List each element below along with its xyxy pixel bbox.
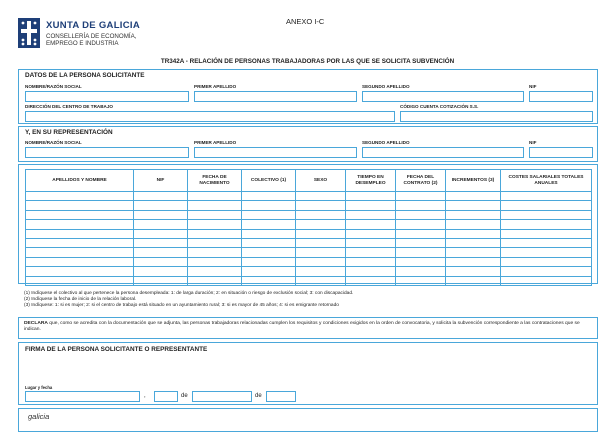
signature-section-title: FIRMA DE LA PERSONA SOLICITANTE O REPRESENTANTE: [25, 346, 208, 353]
footnote-3: (3) Indíquese: 1: si es mujer; 2: si el centro de trabajo está situado en un ayuntamiento rural; 3: si es mayor de 45 años; 4: si es emigrante retornado: [24, 303, 339, 309]
table-cell-input[interactable]: [501, 201, 592, 210]
table-cell-input[interactable]: [296, 248, 346, 257]
applicant-second-surname-label: SEGUNDO APELLIDO: [362, 84, 410, 89]
table-cell-input[interactable]: [134, 210, 188, 219]
table-cell-input[interactable]: [296, 220, 346, 229]
table-cell-input[interactable]: [26, 210, 134, 219]
table-cell-input[interactable]: [26, 267, 134, 276]
representative-section-title: Y, EN SU REPRESENTACIÓN: [25, 129, 113, 136]
table-cell-input[interactable]: [188, 201, 242, 210]
table-cell-input[interactable]: [242, 248, 296, 257]
table-cell-input[interactable]: [346, 201, 396, 210]
table-cell-input[interactable]: [134, 257, 188, 266]
table-cell-input[interactable]: [296, 210, 346, 219]
table-cell-input[interactable]: [346, 257, 396, 266]
table-cell-input[interactable]: [134, 248, 188, 257]
table-cell-input[interactable]: [446, 201, 501, 210]
table-cell-input[interactable]: [396, 192, 446, 201]
applicant-nif-field[interactable]: [529, 91, 593, 102]
applicant-name-field[interactable]: [25, 91, 189, 102]
footer-box: [18, 408, 598, 432]
table-cell-input[interactable]: [188, 210, 242, 219]
table-cell-input[interactable]: [446, 229, 501, 238]
table-cell-input[interactable]: [188, 192, 242, 201]
day-field[interactable]: [154, 391, 178, 402]
column-header: COSTES SALARIALES TOTALES ANUALES: [501, 170, 592, 192]
table-cell-input[interactable]: [396, 238, 446, 247]
table-cell-input[interactable]: [296, 257, 346, 266]
table-cell-input[interactable]: [346, 267, 396, 276]
place-field[interactable]: [25, 391, 140, 402]
table-cell-input[interactable]: [26, 276, 134, 285]
table-cell-input[interactable]: [134, 276, 188, 285]
table-body: [26, 192, 592, 286]
document-title: TR342A - RELACIÓN DE PERSONAS TRABAJADORAS POR LAS QUE SE SOLICITA SUBVENCIÓN: [160, 58, 455, 65]
table-cell-input[interactable]: [242, 220, 296, 229]
column-header: TIEMPO EN DESEMPLEO: [346, 170, 396, 192]
table-cell-input[interactable]: [188, 257, 242, 266]
table-cell-input[interactable]: [134, 238, 188, 247]
table-cell-input[interactable]: [26, 238, 134, 247]
declaration-keyword: DECLARA: [24, 321, 48, 326]
table-cell-input[interactable]: [296, 276, 346, 285]
table-row: [26, 267, 592, 276]
table-row: [26, 276, 592, 285]
table-row: [26, 210, 592, 219]
place-comma: ,: [144, 393, 146, 399]
declaration-body: que, como se acredita con la documentación que se adjunta, las personas trabajadoras relacionadas cumplen los requisitos y condiciones exigidos en la orden de convocatoria, y solicita la subvención correspondiente a las contrataciones que se indican.: [24, 321, 580, 333]
table-cell-input[interactable]: [501, 257, 592, 266]
table-cell-input[interactable]: [396, 220, 446, 229]
table-row: [26, 238, 592, 247]
table-cell-input[interactable]: [446, 276, 501, 285]
table-cell-input[interactable]: [188, 248, 242, 257]
brand-title: XUNTA DE GALICIA: [46, 20, 140, 31]
applicant-second-surname-field[interactable]: [362, 91, 524, 102]
table-cell-input[interactable]: [134, 220, 188, 229]
rep-nif-label: NIF: [529, 140, 537, 145]
department-line-1: CONSELLERÍA DE ECONOMÍA,: [46, 33, 137, 40]
contribution-code-label: CÓDIGO CUENTA COTIZACIÓN S.S.: [400, 104, 479, 109]
applicant-section: [18, 69, 598, 124]
department-line-2: EMPREGO E INDUSTRIA: [46, 40, 119, 47]
table-cell-input[interactable]: [242, 210, 296, 219]
rep-nif-field[interactable]: [529, 147, 593, 158]
table-cell-input[interactable]: [242, 257, 296, 266]
applicant-first-surname-field[interactable]: [194, 91, 357, 102]
month-field[interactable]: [192, 391, 252, 402]
table-cell-input[interactable]: [446, 267, 501, 276]
table-cell-input[interactable]: [396, 257, 446, 266]
applicant-nif-label: NIF: [529, 84, 537, 89]
table-cell-input[interactable]: [242, 192, 296, 201]
column-header: APELLIDOS Y NOMBRE: [26, 170, 134, 192]
year-field[interactable]: [266, 391, 296, 402]
workplace-address-field[interactable]: [25, 111, 395, 122]
table-cell-input[interactable]: [396, 229, 446, 238]
place-date-label: Lugar y fecha: [25, 385, 53, 390]
workplace-address-label: DIRECCIÓN DEL CENTRO DE TRABAJO: [25, 104, 113, 109]
table-row: [26, 229, 592, 238]
footnotes: [24, 291, 594, 309]
table-cell-input[interactable]: [346, 238, 396, 247]
table-cell-input[interactable]: [188, 238, 242, 247]
table-cell-input[interactable]: [242, 201, 296, 210]
table-cell-input[interactable]: [501, 276, 592, 285]
table-cell-input[interactable]: [26, 257, 134, 266]
table-cell-input[interactable]: [296, 238, 346, 247]
table-row: [26, 201, 592, 210]
table-cell-input[interactable]: [26, 192, 134, 201]
table-cell-input[interactable]: [396, 267, 446, 276]
table-header-row: [26, 170, 592, 192]
contribution-code-field[interactable]: [400, 111, 593, 122]
declaration-text: [24, 321, 590, 334]
table-cell-input[interactable]: [501, 238, 592, 247]
table-cell-input[interactable]: [242, 276, 296, 285]
table-cell-input[interactable]: [346, 229, 396, 238]
column-header: SEXO: [296, 170, 346, 192]
table-cell-input[interactable]: [242, 229, 296, 238]
table-cell-input[interactable]: [346, 276, 396, 285]
signature-section: [18, 342, 598, 405]
annex-label: ANEXO I-C: [286, 17, 325, 26]
table-row: [26, 248, 592, 257]
table-cell-input[interactable]: [188, 229, 242, 238]
table-cell-input[interactable]: [188, 220, 242, 229]
de-label-1: de: [181, 393, 188, 399]
table-cell-input[interactable]: [296, 267, 346, 276]
table-cell-input[interactable]: [396, 201, 446, 210]
table-cell-input[interactable]: [446, 220, 501, 229]
table-cell-input[interactable]: [396, 210, 446, 219]
applicant-first-surname-label: PRIMER APELLIDO: [194, 84, 237, 89]
table-cell-input[interactable]: [501, 210, 592, 219]
table-cell-input[interactable]: [188, 276, 242, 285]
de-label-2: de: [255, 393, 262, 399]
table-cell-input[interactable]: [396, 248, 446, 257]
table-cell-input[interactable]: [296, 229, 346, 238]
table-cell-input[interactable]: [242, 267, 296, 276]
table-row: [26, 192, 592, 201]
representative-section: [18, 126, 598, 162]
applicant-name-label: NOMBRE/RAZÓN SOCIAL: [25, 84, 82, 89]
footnote-2: (2) Indíquese la fecha de inicio de la relación laboral.: [24, 297, 137, 303]
table-cell-input[interactable]: [188, 267, 242, 276]
rep-first-surname-field[interactable]: [194, 147, 357, 158]
table-cell-input[interactable]: [446, 210, 501, 219]
table-cell-input[interactable]: [346, 248, 396, 257]
table-cell-input[interactable]: [446, 257, 501, 266]
column-header: INCREMENTOS (3): [446, 170, 501, 192]
table-cell-input[interactable]: [346, 210, 396, 219]
rep-name-field[interactable]: [25, 147, 189, 158]
page-header: [18, 14, 598, 54]
table-cell-input[interactable]: [134, 192, 188, 201]
workers-table: [25, 169, 592, 286]
rep-second-surname-field[interactable]: [362, 147, 524, 158]
column-header: FECHA DE NACIMIENTO: [188, 170, 242, 192]
footnote-1: (1) Indíquese el colectivo al que pertenece la persona desempleada: 1: de larga duración; 2: en situación o riesgo de exclusión social; 3: con discapacidad.: [24, 291, 354, 296]
table-cell-input[interactable]: [26, 248, 134, 257]
table-cell-input[interactable]: [501, 267, 592, 276]
workers-section: [18, 164, 598, 284]
table-cell-input[interactable]: [396, 276, 446, 285]
table-cell-input[interactable]: [501, 248, 592, 257]
applicant-section-title: DATOS DE LA PERSONA SOLICITANTE: [25, 72, 145, 79]
column-header: NIF: [134, 170, 188, 192]
table-row: [26, 220, 592, 229]
table-cell-input[interactable]: [296, 192, 346, 201]
table-cell-input[interactable]: [501, 220, 592, 229]
rep-second-surname-label: SEGUNDO APELLIDO: [362, 140, 410, 145]
table-cell-input[interactable]: [296, 201, 346, 210]
table-row: [26, 257, 592, 266]
table-cell-input[interactable]: [26, 220, 134, 229]
table-cell-input[interactable]: [346, 192, 396, 201]
table-cell-input[interactable]: [346, 220, 396, 229]
table-cell-input[interactable]: [242, 238, 296, 247]
column-header: FECHA DEL CONTRATO (2): [396, 170, 446, 192]
table-cell-input[interactable]: [501, 192, 592, 201]
galicia-footer-logo: galicia: [28, 412, 50, 421]
table-cell-input[interactable]: [134, 201, 188, 210]
xunta-cross-logo-icon: [18, 18, 40, 48]
column-header: COLECTIVO (1): [242, 170, 296, 192]
table-cell-input[interactable]: [501, 229, 592, 238]
rep-first-surname-label: PRIMER APELLIDO: [194, 140, 237, 145]
table-cell-input[interactable]: [26, 229, 134, 238]
table-cell-input[interactable]: [446, 248, 501, 257]
rep-name-label: NOMBRE/RAZÓN SOCIAL: [25, 140, 82, 145]
table-cell-input[interactable]: [134, 267, 188, 276]
table-cell-input[interactable]: [26, 201, 134, 210]
table-cell-input[interactable]: [134, 229, 188, 238]
table-cell-input[interactable]: [446, 192, 501, 201]
table-cell-input[interactable]: [446, 238, 501, 247]
